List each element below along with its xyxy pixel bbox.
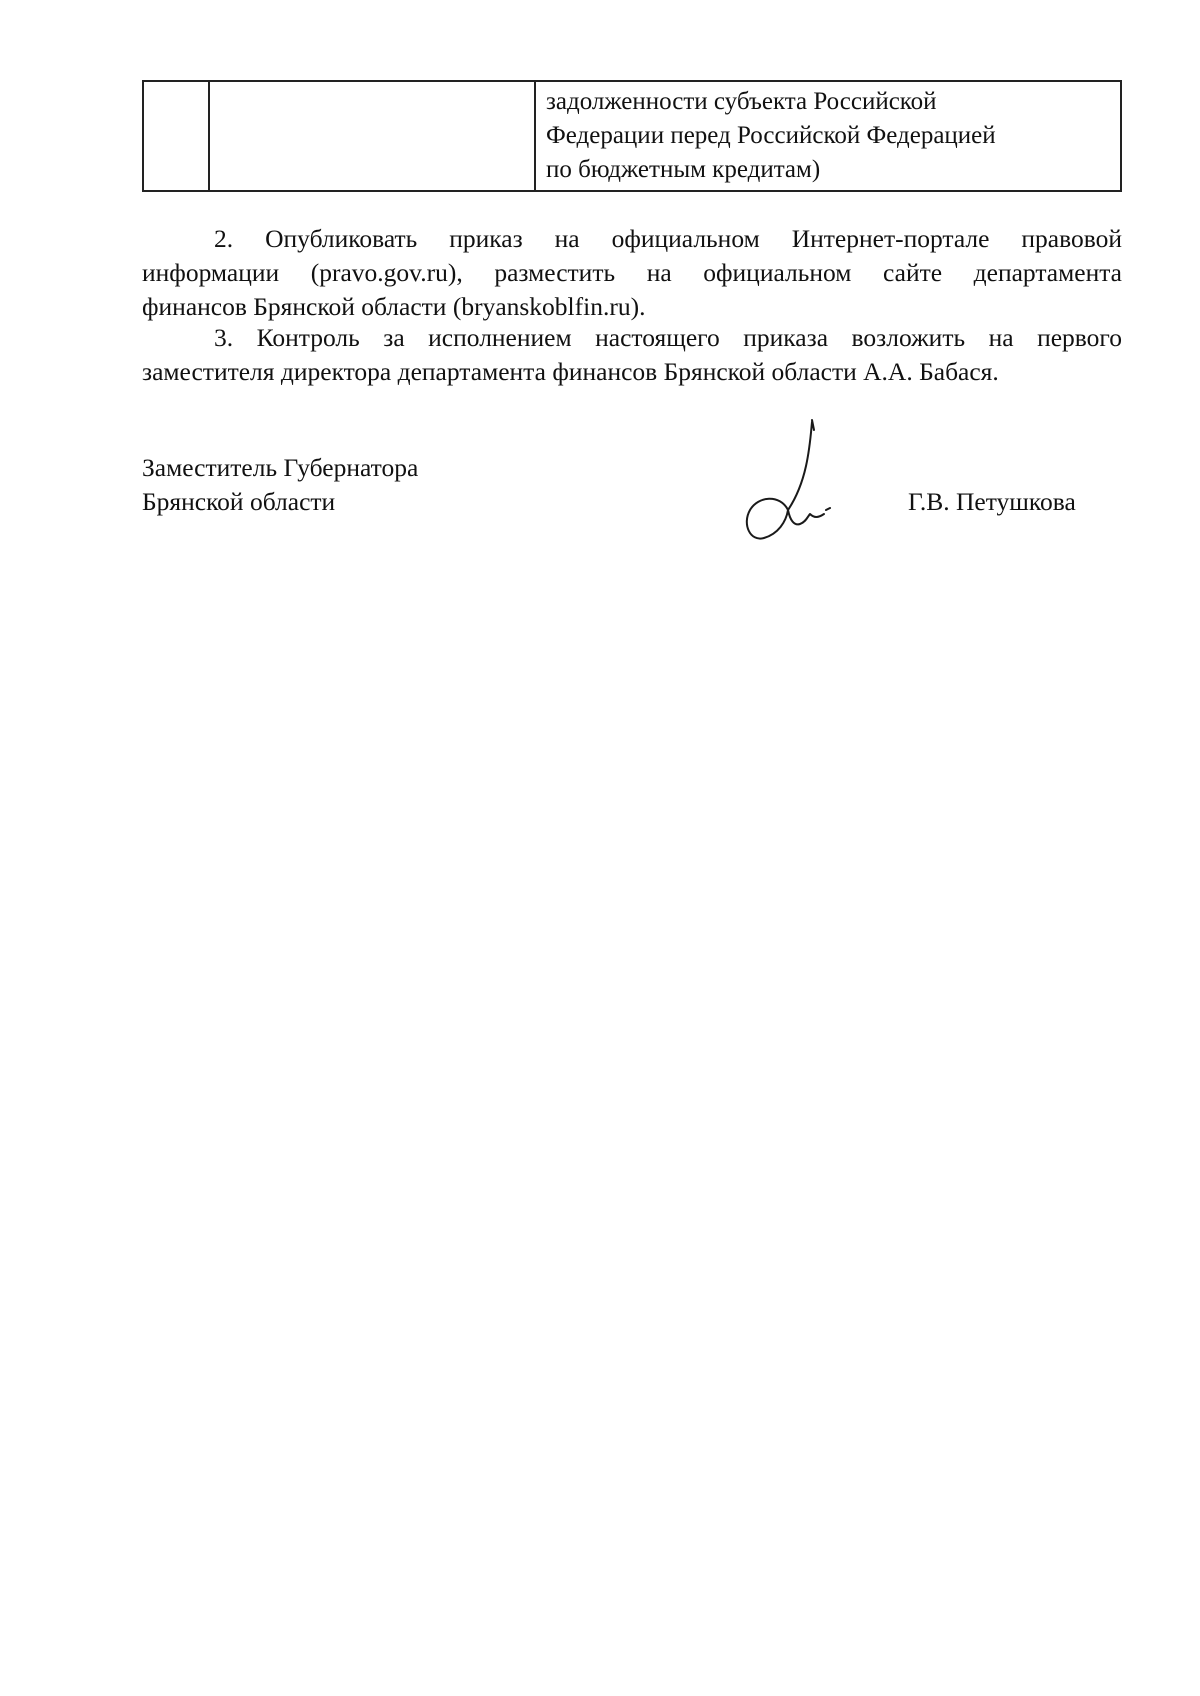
paragraph-item-3 xyxy=(142,321,1122,389)
signer-name: Г.В. Петушкова xyxy=(908,487,1076,516)
paragraph-line: заместителя директора департамента финансов Брянской области А.А. Бабася. xyxy=(142,357,999,386)
table-cell-code xyxy=(209,81,535,191)
signer-position-line: Брянской области xyxy=(142,487,336,516)
table-cell-number xyxy=(143,81,209,191)
paragraph-line: финансов Брянской области (bryanskoblfin.ru). xyxy=(142,292,646,321)
signer-position xyxy=(142,451,418,519)
paragraph-line: информации (pravo.gov.ru), разместить на официальном сайте департамента xyxy=(142,258,1122,287)
table-cell-line: задолженности субъекта Российской xyxy=(546,88,937,115)
paragraph-line: 2. Опубликовать приказ на официальном Интернет-портале правовой xyxy=(214,224,1122,253)
handwritten-signature-icon xyxy=(740,418,870,548)
table-row xyxy=(143,81,1121,191)
budget-table xyxy=(142,80,1122,192)
table-cell-line: по бюджетным кредитам) xyxy=(546,156,821,183)
paragraph-line: 3. Контроль за исполнением настоящего приказа возложить на первого xyxy=(214,323,1122,352)
table-cell-description xyxy=(535,81,1121,191)
signer-position-line: Заместитель Губернатора xyxy=(142,453,419,482)
table-cell-line: Федерации перед Российской Федерацией xyxy=(546,122,996,149)
paragraph-item-2 xyxy=(142,222,1122,324)
